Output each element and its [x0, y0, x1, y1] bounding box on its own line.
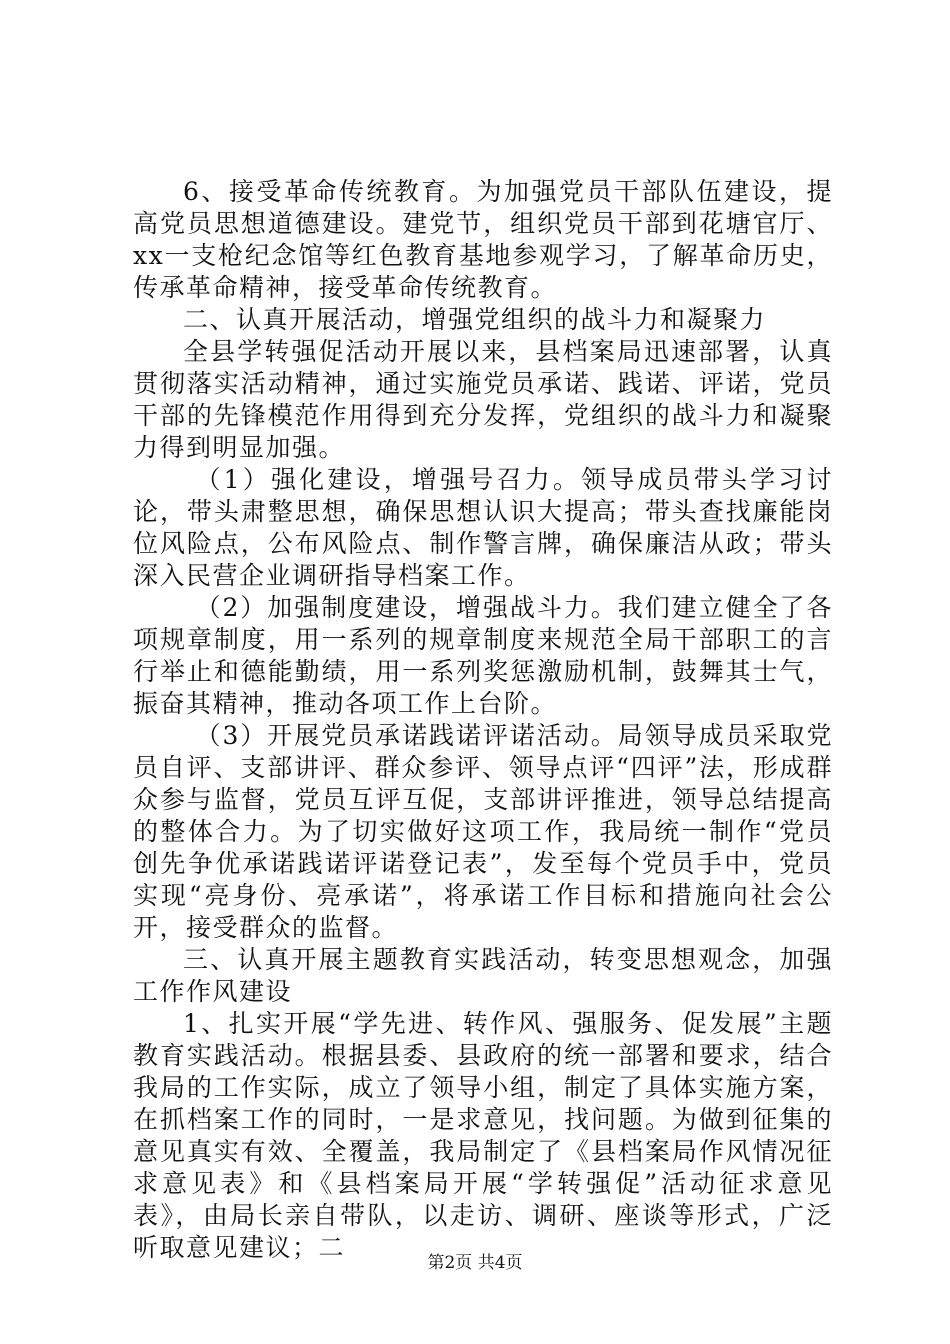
paragraph-subitem-3: （3）开展党员承诺践诺评诺活动。局领导成员采取党员自评、支部讲评、群众参评、领导点评“四评”法，形成群众参与监督，党员互评互促，支部讲评推进，领导总结提高的整体合力。为了切实做好这项工作，我局统一制作“党员创先争优承诺践诺评诺登记表”，发至每个党员手中，党员实现“亮身份、亮承诺”，将承诺工作目标和措施向社会公开，接受群众的监督。 [133, 721, 833, 942]
paragraph-subitem-1: （1）强化建设，增强号召力。领导成员带头学习讨论，带头肃整思想，确保思想认识大提高；带头查找廉能岗位风险点，公布风险点、制作警言牌，确保廉洁从政；带头深入民营企业调研指导档案工作。 [133, 465, 833, 590]
paragraph-subitem-2: （2）加强制度建设，增强战斗力。我们建立健全了各项规章制度，用一系列的规章制度来规范全局干部职工的言行举止和德能勤绩，用一系列奖惩激励机制，鼓舞其士气，振奋其精神，推动各项工作上台阶。 [133, 593, 833, 718]
section-heading-2: 二、认真开展活动，增强党组织的战斗力和凝聚力 [183, 305, 767, 334]
paragraph-section-2-intro: 全县学转强促活动开展以来，县档案局迅速部署，认真贯彻落实活动精神，通过实施党员承诺、践诺、评诺，党员干部的先锋模范作用得到充分发挥，党组织的战斗力和凝聚力得到明显加强。 [133, 337, 833, 462]
document-body [133, 176, 833, 1264]
paragraph-item-1: 1、扎实开展“学先进、转作风、强服务、促发展”主题教育实践活动。根据县委、县政府的统一部署和要求，结合我局的工作实际，成立了领导小组，制定了具体实施方案，在抓档案工作的同时，一是求意见，找问题。为做到征集的意见真实有效、全覆盖，我局制定了《县档案局作风情况征求意见表》和《县档案局开展“学转强促”活动征求意见表》，由局长亲自带队，以走访、调研、座谈等形式，广泛听取意见建议；二 [133, 1009, 833, 1262]
paragraph-item-6: 6、接受革命传统教育。为加强党员干部队伍建设，提高党员思想道德建设。建党节，组织党员干部到花塘官厅、xx一支枪纪念馆等红色教育基地参观学习，了解革命历史，传承革命精神，接受革命传统教育。 [133, 177, 833, 302]
page-footer: 第2页 共4页 [427, 1253, 523, 1273]
section-heading-3: 三、认真开展主题教育实践活动，转变思想观念，加强工作作风建设 [133, 945, 833, 1006]
